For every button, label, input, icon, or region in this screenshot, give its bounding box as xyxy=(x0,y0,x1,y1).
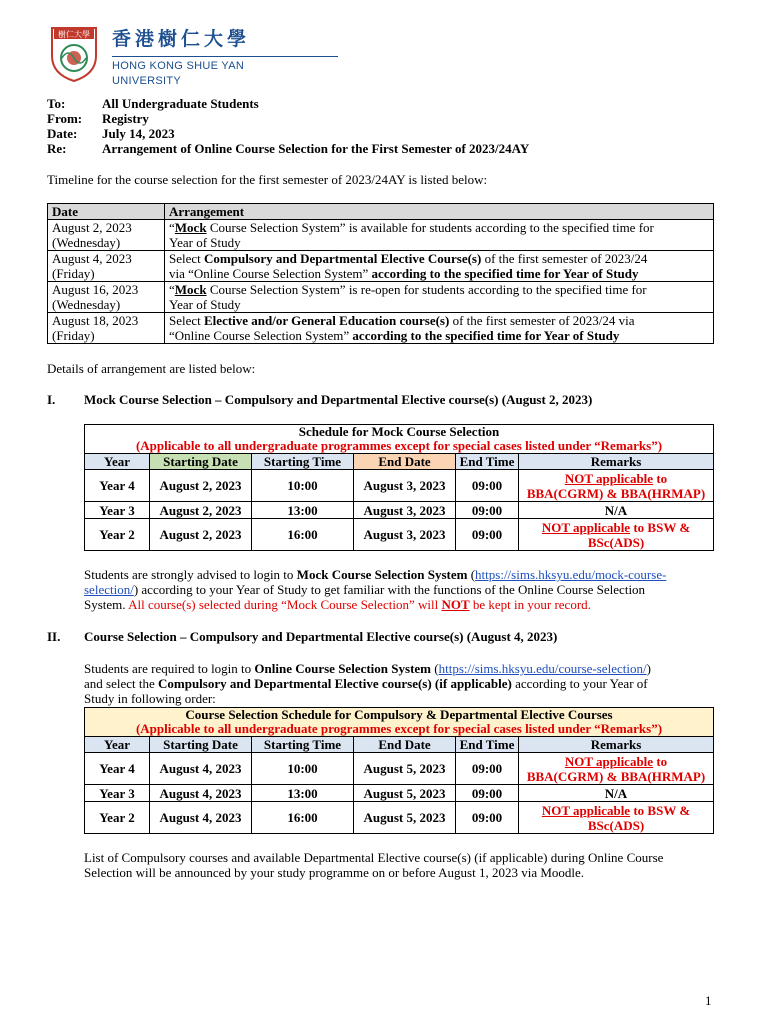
timeline-intro: Timeline for the course selection for the first semester of 2023/24AY is listed below: xyxy=(47,172,488,187)
col-end-date: End Date xyxy=(354,454,456,470)
col-header-date: Date xyxy=(48,204,165,220)
footer-note-line1: List of Compulsory courses and available Departmental Elective course(s) (if applicable) during Online Course xyxy=(84,850,664,865)
svg-text:樹仁大學: 樹仁大學 xyxy=(58,30,90,39)
table-row: August 2, 2023 (Wednesday) “Mock Course Selection System” is available for students according to the specified time for Year of Study xyxy=(48,220,714,251)
table-title-cell xyxy=(85,708,714,737)
table-row: August 4, 2023 (Friday) Select Compulsory and Departmental Elective Course(s) of the first semester of 2023/24 via “Online Course Selection System” according to the specified time for Year of Study xyxy=(48,251,714,282)
mock-selection-link[interactable]: https://sims.hksyu.edu/mock-course- xyxy=(475,567,667,582)
header-divider xyxy=(112,56,338,57)
memo-subject: Re: Arrangement of Online Course Selection for the First Semester of 2023/24AY xyxy=(47,141,530,156)
col-starting-time: Starting Time xyxy=(252,737,354,753)
section2-para-line3: Study in following order: xyxy=(84,691,216,706)
col-starting-date: Starting Date xyxy=(150,454,252,470)
page-number: 1 xyxy=(705,993,712,1008)
table-subtitle: (Applicable to all undergraduate programmes except for special cases listed under “Remarks”) xyxy=(135,438,663,453)
table-title: Course Selection Schedule for Compulsory & Departmental Elective Courses xyxy=(185,707,613,722)
university-name-english: HONG KONG SHUE YAN UNIVERSITY xyxy=(112,60,245,87)
footer-note-line2: Selection will be announced by your study programme on or before August 1, 2023 via Moodle. xyxy=(84,865,585,880)
col-end-date: End Date xyxy=(354,737,456,753)
col-end-time: End Time xyxy=(456,454,519,470)
mock-selection-link-cont[interactable]: selection/ xyxy=(84,582,134,597)
mock-advice-line1: Students are strongly advised to login to Mock Course Selection System (https://sims.hksyu.edu/mock-course- xyxy=(84,567,667,582)
table-row: Year 2 August 2, 2023 16:00 August 3, 2023 09:00 NOT applicable to BSW & BSc(ADS) xyxy=(85,519,714,551)
table-row: August 16, 2023 (Wednesday) “Mock Course Selection System” is re-open for students according to the specified time for Year of Study xyxy=(48,282,714,313)
course-schedule-table xyxy=(84,707,714,834)
col-remarks: Remarks xyxy=(519,737,714,753)
section-number: I. xyxy=(47,392,56,407)
table-row: Year 3 August 2, 2023 13:00 August 3, 2023 09:00 N/A xyxy=(85,502,714,519)
col-remarks: Remarks xyxy=(519,454,714,470)
mock-advice-line2: selection/) according to your Year of Study to get familiar with the functions of the Online Course Selection xyxy=(84,582,646,597)
memo-from: From: Registry xyxy=(47,111,149,126)
university-seal-icon xyxy=(48,26,100,82)
details-intro: Details of arrangement are listed below: xyxy=(47,361,256,376)
mock-schedule-table xyxy=(84,424,714,551)
table-row: Year 3 August 4, 2023 13:00 August 5, 2023 09:00 N/A xyxy=(85,785,714,802)
memo-header xyxy=(47,96,529,156)
table-subtitle: (Applicable to all undergraduate programmes except for special cases listed under “Remarks”) xyxy=(135,721,663,736)
col-year: Year xyxy=(85,454,150,470)
col-year: Year xyxy=(85,737,150,753)
table-title-cell xyxy=(85,425,714,454)
table-row: Year 4 August 4, 2023 10:00 August 5, 2023 09:00 NOT applicable to BBA(CGRM) & BBA(HRMAP) xyxy=(85,753,714,785)
col-end-time: End Time xyxy=(456,737,519,753)
section-heading: Mock Course Selection – Compulsory and Departmental Elective course(s) (August 2, 2023) xyxy=(84,392,593,407)
university-name-chinese: 香港樹仁大學 xyxy=(112,28,251,50)
table-row: August 18, 2023 (Friday) Select Elective and/or General Education course(s) of the first semester of 2023/24 via “Online Course Selection System” according to the specified time for Year of Study xyxy=(48,313,714,344)
table-title: Schedule for Mock Course Selection xyxy=(298,424,500,439)
section-heading: Course Selection – Compulsory and Departmental Elective course(s) (August 4, 2023) xyxy=(84,629,558,644)
section2-para-line1: Students are required to login to Online Course Selection System (https://sims.hksyu.edu/course-selection/) xyxy=(84,661,651,676)
section2-para-line2: and select the Compulsory and Departmental Elective course(s) (if applicable) according to your Year of xyxy=(84,676,648,691)
col-starting-date: Starting Date xyxy=(150,737,252,753)
col-header-arrangement: Arrangement xyxy=(165,204,714,220)
timeline-table xyxy=(47,203,714,344)
mock-advice-line3: System. All course(s) selected during “Mock Course Selection” will NOT be kept in your record. xyxy=(84,597,591,612)
section-number: II. xyxy=(47,629,61,644)
table-row: Year 2 August 4, 2023 16:00 August 5, 2023 09:00 NOT applicable to BSW & BSc(ADS) xyxy=(85,802,714,834)
col-starting-time: Starting Time xyxy=(252,454,354,470)
memo-date: Date: July 14, 2023 xyxy=(47,126,175,141)
university-header xyxy=(48,26,298,86)
course-selection-link[interactable]: https://sims.hksyu.edu/course-selection/ xyxy=(438,661,647,676)
memo-to: To: All Undergraduate Students xyxy=(47,96,259,111)
table-row: Year 4 August 2, 2023 10:00 August 3, 2023 09:00 NOT applicable to BBA(CGRM) & BBA(HRMAP) xyxy=(85,470,714,502)
